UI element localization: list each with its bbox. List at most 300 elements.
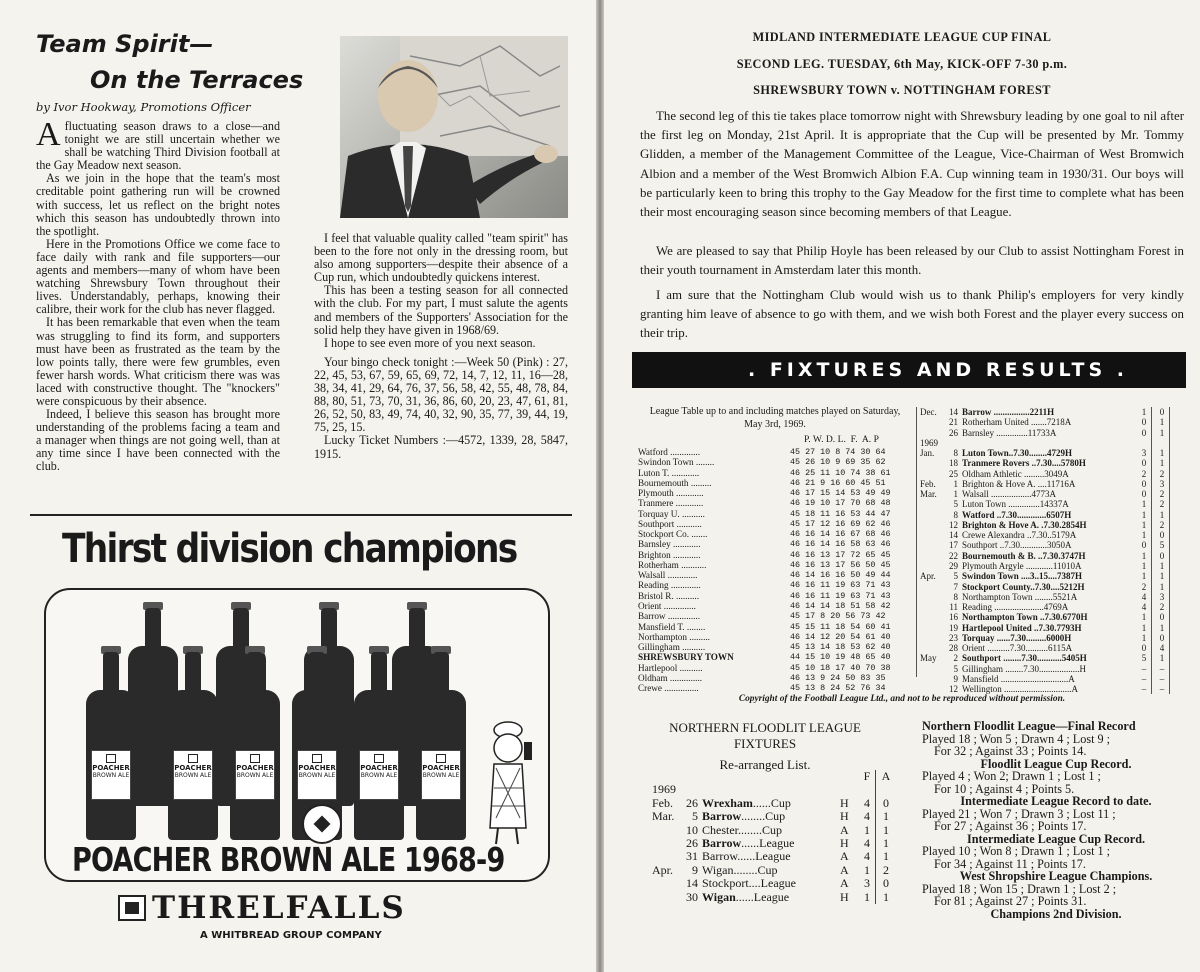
fixture-goals-against: – [1159, 663, 1165, 674]
lucky-ticket-numbers: Lucky Ticket Numbers :—4572, 1339, 28, 5847, 1915. [314, 433, 568, 461]
fixture-goals-against: 2 [1159, 519, 1165, 530]
score-divider [1169, 469, 1170, 479]
fixture-opponent: Northampton Town ........5521A [962, 591, 1078, 602]
team-name: Watford ............. [638, 447, 701, 457]
nfl-day: 14 [686, 876, 698, 891]
fixtures-banner [632, 352, 1186, 388]
fixture-goals-against: 0 [1159, 530, 1165, 541]
fixture-day: 14 [949, 407, 958, 417]
team-stats: 46 14 14 18 51 58 42 [790, 600, 891, 611]
article-paragraph: Here in the Promotions Office we come face to face daily with rank and file supporters—our agents and members—many of whom have been watching Shrewsbury Town throughout their lives. Understandably, perhaps, knowing their calibre, their work for the club has never flagged. [36, 236, 280, 317]
nfl-opponent-name: Wigan [702, 862, 734, 877]
article-column-1 [36, 116, 280, 474]
nfl-goals-against: 1 [883, 889, 889, 904]
fixture-goals-for: 1 [1141, 550, 1147, 561]
team-stats: 45 13 14 18 53 62 40 [790, 642, 891, 653]
team-stats: 45 18 11 16 53 44 47 [790, 508, 891, 519]
score-divider [1151, 674, 1152, 684]
article-paragraph [36, 116, 280, 173]
score-divider [875, 824, 876, 837]
fixture-goals-for: 0 [1141, 643, 1147, 654]
team-name: Hartlepool .......... [638, 662, 703, 673]
score-divider [1151, 571, 1152, 581]
nfl-venue: A [840, 849, 849, 864]
fixture-goals-against: 1 [1159, 427, 1165, 438]
fixture-goals-for: 5 [1141, 653, 1147, 664]
team-name: Walsall ............. [638, 570, 698, 581]
brewer-mark-icon [118, 895, 146, 921]
poacher-mascot-icon [484, 708, 538, 848]
fixture-opponent: Tranmere Rovers ..7.30....5780H [962, 458, 1086, 469]
bottle-image: POACHER BROWN ALE [292, 690, 342, 840]
fixture-month: May [920, 653, 937, 664]
score-divider [1151, 592, 1152, 602]
score-divider [1151, 448, 1152, 458]
fixture-day: 12 [949, 684, 958, 695]
team-stats: 46 25 11 10 74 38 61 [790, 467, 891, 478]
fixture-heading: SHREWSBURY TOWN v. NOTTINGHAM FOREST [753, 83, 1051, 97]
record-heading: Northern Floodlit League—Final Record [922, 719, 1136, 733]
fixture-opponent: Walsall ..................4773A [962, 489, 1057, 500]
nfl-opponent-name: Barrow [702, 809, 742, 824]
score-divider [1151, 428, 1152, 438]
bottle-image: POACHER BROWN ALE [230, 690, 280, 840]
score-divider [875, 850, 876, 863]
fixture-opponent: Southport ..7.30............3050A [962, 540, 1072, 551]
record-line: For 10 ; Against 4 ; Points 5. [934, 781, 1075, 796]
fixture-day: 14 [949, 530, 958, 541]
fixture-day: 28 [949, 643, 958, 654]
author-photo [340, 36, 568, 218]
fixture-month: Apr. [920, 571, 936, 582]
fixture-month: Jan. [920, 448, 935, 459]
score-divider [1169, 520, 1170, 530]
team-stats: 46 16 13 17 72 65 45 [790, 549, 891, 560]
fixture-day: 12 [949, 519, 958, 530]
score-divider [1169, 417, 1170, 427]
fixture-goals-against: 1 [1159, 653, 1165, 664]
nfl-opponent [702, 864, 778, 877]
record-heading: Champions 2nd Division. [990, 906, 1122, 921]
drop-cap: A [36, 116, 61, 153]
photo-illustration [340, 36, 568, 218]
nfl-venue: H [840, 809, 849, 824]
fixture-opponent: Wellington ..............................A [962, 684, 1079, 695]
nfl-day: 9 [692, 862, 698, 877]
fixture-month: Dec. [920, 407, 937, 417]
score-divider [1151, 602, 1152, 612]
score-divider [1169, 674, 1170, 684]
left-page [0, 0, 596, 972]
team-name: Mansfield T. ........ [638, 621, 706, 632]
score-divider [1151, 623, 1152, 633]
score-divider [875, 810, 876, 823]
nfl-goals-against: 1 [883, 809, 889, 824]
score-divider [1151, 551, 1152, 561]
score-divider [1169, 438, 1170, 448]
nfl-competition: ........Cup [741, 809, 786, 824]
article-paragraph: I hope to see even more of you next season. [324, 335, 536, 350]
score-divider [1169, 479, 1170, 489]
fixture-goals-for: 0 [1141, 458, 1147, 469]
score-divider [1151, 530, 1152, 540]
score-divider [1151, 684, 1152, 694]
nfl-goals-for: 1 [864, 889, 870, 904]
team-stats: 44 15 10 19 48 65 40 [790, 652, 891, 663]
fixture-opponent: Gillingham ........7.30..................H [962, 663, 1086, 674]
score-divider [1169, 540, 1170, 550]
score-divider [1169, 561, 1170, 571]
fixture-day: 5 [953, 499, 958, 510]
nfl-day: 10 [686, 822, 698, 837]
fixture-opponent: Bournemouth & B. ..7.30.3747H [962, 550, 1086, 561]
fixture-opponent: Torquay ......7.30.........6000H [962, 632, 1072, 643]
record-line: For 27 ; Against 36 ; Points 17. [934, 819, 1087, 833]
record-line: Played 10 ; Won 8 ; Drawn 1 ; Lost 1 ; [922, 844, 1111, 858]
fixture-day: 9 [953, 673, 958, 684]
fixture-goals-for: 1 [1141, 499, 1147, 510]
nfl-opponent [702, 810, 785, 823]
fixture-goals-against: 2 [1159, 602, 1165, 613]
score-divider [1169, 428, 1170, 438]
fixture-goals-against: 1 [1159, 571, 1165, 582]
score-divider [875, 877, 876, 890]
fixture-goals-against: 1 [1159, 622, 1165, 633]
fixture-goals-against: 1 [1159, 448, 1165, 459]
score-divider [1151, 664, 1152, 674]
fixture-day: 22 [949, 550, 958, 561]
team-name: Reading ............. [638, 580, 701, 591]
score-divider [1151, 479, 1152, 489]
cup-final-heading: MIDLAND INTERMEDIATE LEAGUE CUP FINAL [752, 30, 1052, 44]
team-stats: 46 14 16 16 50 49 44 [790, 570, 891, 581]
nfl-opponent-name: Wrexham [702, 795, 753, 810]
score-divider [1169, 499, 1170, 509]
nfl-col-f: F [863, 769, 871, 783]
fixture-day: 5 [953, 663, 958, 674]
fixture-day: 5 [953, 571, 958, 582]
nfl-goals-for: 3 [864, 876, 870, 891]
fixture-month: Feb. [920, 478, 936, 489]
fixture-goals-for: – [1141, 663, 1147, 674]
team-name: Luton T. ............ [638, 467, 700, 478]
team-stats: 45 13 8 24 52 76 34 [790, 683, 886, 694]
nfl-competition: ......League [741, 835, 795, 850]
fixture-goals-against: 0 [1159, 550, 1165, 561]
nfl-goals-for: 1 [864, 862, 870, 877]
advert-panel [44, 588, 550, 882]
fixture-goals-for: 3 [1141, 448, 1147, 459]
record-heading: West Shropshire League Champions. [959, 869, 1153, 883]
team-stats: 45 27 10 8 74 30 64 [790, 447, 886, 457]
fixture-goals-for: 2 [1141, 581, 1147, 592]
score-divider [1169, 571, 1170, 581]
nfl-goals-against: 0 [883, 795, 889, 810]
hoyle-text [640, 242, 1184, 280]
team-name: Northampton ......... [638, 631, 710, 642]
fixture-goals-for: 0 [1141, 489, 1147, 500]
score-divider [1169, 602, 1170, 612]
fixture-goals-for: – [1141, 673, 1147, 684]
score-divider [1151, 540, 1152, 550]
fixture-goals-for: 1 [1141, 622, 1147, 633]
fixture-opponent: Plymouth Argyle ............11010A [962, 560, 1082, 571]
score-divider [1169, 612, 1170, 622]
fixture-goals-against: 1 [1159, 458, 1165, 469]
fixture-goals-for: 0 [1141, 417, 1147, 428]
team-name: Gillingham .......... [638, 642, 706, 653]
fixture-goals-for: 1 [1141, 407, 1147, 417]
nfl-goals-against: 0 [883, 876, 889, 891]
nfl-goals-against: 1 [883, 822, 889, 837]
fixture-opponent: Oldham Athletic .........3049A [962, 468, 1069, 479]
score-divider [1151, 438, 1152, 448]
fixture-opponent: Crewe Alexandra ..7.30..5179A [962, 530, 1077, 541]
nfl-venue: A [840, 822, 849, 837]
divider [30, 514, 572, 516]
nfl-opponent [702, 824, 782, 837]
nfl-opponent-name: Chester [702, 822, 738, 837]
paragraph-text: fluctuating season draws to a close—and tonight we are still uncertain whether we shall be watching Third Division football at the Gay Meadow next season. [36, 119, 280, 173]
nfl-goals-against: 1 [883, 835, 889, 850]
fixture-goals-against: 1 [1159, 509, 1165, 520]
team-stats: 45 17 8 20 56 73 42 [790, 611, 886, 622]
fixture-day: 21 [949, 417, 958, 428]
nfl-title: NORTHERN FLOODLIT LEAGUE FIXTURES [669, 720, 861, 751]
fixture-opponent: Watford ..7.30.............6507H [962, 509, 1072, 520]
fixture-goals-for: 0 [1141, 540, 1147, 551]
fixture-day: 1 [953, 489, 958, 500]
nfl-col-a: A [881, 769, 891, 783]
nfl-competition: ........Cup [733, 862, 778, 877]
fixture-goals-for: 4 [1141, 591, 1147, 602]
fixture-day: 11 [949, 602, 958, 613]
team-stats: 46 14 12 20 54 61 40 [790, 631, 891, 642]
record-heading: Floodlit League Cup Record. [980, 756, 1132, 771]
fixture-opponent: Reading ......................4769A [962, 602, 1069, 613]
fixture-opponent: Southport ........7.30...........5405H [962, 653, 1087, 664]
score-divider [1151, 653, 1152, 663]
nfl-heading [640, 720, 890, 773]
fixture-goals-against: 0 [1159, 407, 1165, 417]
team-stats: 46 16 11 19 63 71 43 [790, 590, 891, 601]
article-title [36, 26, 303, 98]
nfl-day: 30 [686, 889, 698, 904]
fixture-day: 26 [949, 427, 958, 438]
record-heading: Intermediate League Cup Record. [966, 831, 1146, 846]
fixture-opponent: Northampton Town ..7.30.6770H [962, 612, 1088, 623]
article-paragraph: It has been remarkable that even when the team was struggling to find its form, and supporters must have been as frustrated as the team by the low points tally, there were few grumbles, even fewer harsh words. What criticism there was was laced with constructive thought. The "knockers" were conspicuous by their absence. [36, 315, 280, 408]
article-byline: by Ivor Hookway, Promotions Officer [36, 100, 251, 114]
team-stats: 46 16 11 19 63 71 43 [790, 580, 891, 591]
brewer-logo [118, 890, 406, 926]
team-stats: 45 15 11 18 54 60 41 [790, 621, 891, 632]
score-divider [1151, 417, 1152, 427]
nfl-opponent [702, 797, 791, 810]
score-divider [1151, 612, 1152, 622]
brewer-name: THRELFALLS [152, 890, 406, 926]
right-page [604, 0, 1200, 972]
record-line: Played 18 ; Won 5 ; Drawn 4 ; Lost 9 ; [922, 731, 1111, 746]
score-divider [875, 837, 876, 850]
bingo-numbers: Your bingo check tonight :—Week 50 (Pink) : 27, 22, 45, 53, 67, 59, 65, 69, 72, 14, 7, 12, 11, 16—28, 38, 34, 41, 29, 64, 76, 37, 56, 58, 42, 55, 48, 78, 84, 88, 80, 51, 73, 70, 31, 36, 86, 60, 20, 23, 47, 61, 81, 26, 52, 50, 83, 49, 74, 40, 32, 90, 35, 77, 39, 44, 19, 75, 25, 15. [314, 354, 568, 435]
nfl-opponent-name: Barrow [702, 849, 738, 864]
advert-headline: Thirst division champions [62, 526, 517, 572]
score-divider [1151, 407, 1152, 417]
nfl-opponent-name: Barrow [702, 835, 742, 850]
fixture-goals-against: 1 [1159, 581, 1165, 592]
copyright-note: Copyright of the Football League Ltd., and not to be reproduced without permission. [738, 694, 1066, 704]
team-name: Plymouth ............ [638, 488, 704, 499]
score-divider [1169, 643, 1170, 653]
fixture-goals-for: 1 [1141, 571, 1147, 582]
team-stats: 45 17 12 16 69 62 46 [790, 518, 891, 529]
nfl-opponent [702, 877, 796, 890]
football-icon [302, 804, 342, 844]
score-divider [1151, 643, 1152, 653]
nfl-opponent [702, 837, 794, 850]
team-name: Barrow .............. [638, 611, 701, 622]
score-divider [1169, 448, 1170, 458]
bottle-image: POACHER BROWN ALE [86, 690, 136, 840]
article-column-2 [314, 232, 568, 461]
body-paragraph: The second leg of this tie takes place tomorrow night with Shrewsbury leading by one goal to nil after the first leg on Monday, 21st April. It is appropriate that the Cup will be presented by Mr. Tommy Glidden, a member of the Management Committee of the League, Vice-Chairman of West Bromwich Albion and a member of the West Bromwich Albion F.A. Cup winning team in 1930/31. Our boys will be particularly keen to bring this trophy to the Gay Meadow for the first time to complete what has been their most encouraging season since becoming members of that League. [640, 109, 1184, 220]
record-line: For 81 ; Against 27 ; Points 31. [934, 894, 1087, 908]
score-divider [1169, 407, 1170, 417]
team-name: Bristol R. .......... [638, 590, 700, 601]
article-paragraph: As we join in the hope that the team's most creditable point gathering run will be crowned with success, let us reflect on the bright notes which this season has undoubtedly thrown into the spotlight. [36, 171, 280, 238]
fixture-goals-for: – [1141, 684, 1147, 695]
nfl-competition: ....League [748, 876, 796, 891]
article-paragraph: Indeed, I believe this season has brought more understanding of the problems facing a team and a manager when things are not going well, than at any time since I have been connected with the club. [36, 407, 280, 474]
score-divider [1169, 530, 1170, 540]
fixture-day: 23 [949, 632, 958, 643]
fixture-opponent: Barrow ................2211H [962, 407, 1055, 417]
fixture-goals-for: 1 [1141, 530, 1147, 541]
nfl-competition: ......Cup [752, 795, 791, 810]
team-stats: 46 13 9 24 50 83 35 [790, 672, 886, 683]
nfl-venue: H [840, 795, 849, 810]
nfl-day: 31 [686, 849, 698, 864]
nfl-venue: A [840, 876, 849, 891]
fixture-goals-against: 2 [1159, 499, 1165, 510]
nfl-venue: A [840, 862, 849, 877]
nfl-goals-for: 4 [864, 795, 870, 810]
team-name: Swindon Town ........ [638, 457, 715, 468]
nfl-goals-for: 4 [864, 835, 870, 850]
fixture-goals-against: 0 [1159, 632, 1165, 643]
fixture-day: 17 [949, 540, 958, 551]
body-paragraph: I am sure that the Nottingham Club would wish us to thank Philip's employers for very kindly granting him leave of absence to go with them, and we wish both Forest and the player every success on their trip. [640, 288, 1184, 341]
fixture-goals-for: 1 [1141, 632, 1147, 643]
nfl-competition: ......League [735, 889, 790, 904]
score-divider [1151, 561, 1152, 571]
fixture-day: 8 [953, 591, 958, 602]
fixture-goals-for: 0 [1141, 478, 1147, 489]
fixture-month: Mar. [920, 489, 937, 500]
nfl-opponent [702, 891, 789, 904]
record-line: For 34 ; Against 11 ; Points 17. [934, 856, 1086, 871]
article-paragraph: This has been a testing season for all connected with the club. For my part, I must salute the agents and members of the Supporters' Association for the solid help they have given in 1968/69. [314, 283, 568, 337]
fixture-goals-against: 3 [1159, 591, 1165, 602]
advert-slogan: POACHER BROWN ALE 1968-9 [72, 840, 505, 879]
team-name: Orient .............. [638, 600, 696, 611]
team-stats: 46 21 9 16 60 45 51 [790, 477, 886, 488]
team-name: Oldham .............. [638, 672, 703, 683]
fixture-day: 16 [949, 612, 958, 623]
team-stats: 46 19 10 17 70 68 48 [790, 498, 891, 509]
fixture-opponent: Barnsley ..............11733A [962, 427, 1057, 438]
team-name: Tranmere ............ [638, 498, 704, 509]
fixture-opponent: Brighton & Hove A. .7.30.2854H [962, 519, 1087, 530]
fixture-opponent: Mansfield ..............................A [962, 673, 1075, 684]
score-divider [1151, 633, 1152, 643]
fixture-opponent: Orient ..........7.30..........6115A [962, 643, 1073, 654]
score-divider [1169, 510, 1170, 520]
fixture-opponent: Luton Town..7.30........4729H [962, 448, 1073, 459]
fixture-day: 18 [949, 458, 958, 469]
fixture-day: 29 [949, 560, 958, 571]
fixture-goals-for: 4 [1141, 602, 1147, 613]
nfl-competition: ......League [737, 849, 791, 864]
fixture-day: 8 [953, 509, 958, 520]
record-line: Played 18 ; Won 15 ; Drawn 1 ; Lost 2 ; [922, 881, 1117, 896]
team-name: SHREWSBURY TOWN [638, 652, 734, 663]
fixture-day: 8 [953, 448, 958, 459]
fixture-day: 1 [953, 478, 958, 489]
score-divider [1151, 458, 1152, 468]
score-divider [1169, 633, 1170, 643]
thanks-text [640, 286, 1184, 344]
score-divider [875, 891, 876, 904]
fixture-goals-against: – [1159, 684, 1165, 695]
nfl-subtitle: Re-arranged List. [719, 757, 811, 772]
score-divider [1169, 623, 1170, 633]
fixture-goals-against: 5 [1159, 540, 1165, 551]
score-divider [1169, 551, 1170, 561]
records-panel [922, 720, 1190, 920]
fixture-goals-against: – [1159, 673, 1165, 684]
fixture-goals-for: 1 [1141, 560, 1147, 571]
team-name: Barnsley ............ [638, 539, 701, 550]
nfl-venue: H [840, 889, 849, 904]
nfl-month: Mar. [652, 809, 675, 824]
nfl-goals-for: 4 [864, 809, 870, 824]
fixture-day: 7 [953, 581, 958, 592]
fixture-month: 1969 [920, 437, 938, 448]
score-divider [1151, 499, 1152, 509]
team-name: Rotherham ........... [638, 559, 707, 570]
cup-final-text [640, 107, 1184, 222]
nfl-month: Apr. [652, 862, 673, 877]
body-paragraph: We are pleased to say that Philip Hoyle has been released by our Club to assist Nottingham Forest in their youth tournament in Amsterdam later this month. [640, 244, 1184, 278]
bottle-image: POACHER BROWN ALE [354, 690, 404, 840]
fixture-goals-against: 1 [1159, 417, 1165, 428]
score-divider [1151, 489, 1152, 499]
nfl-day: 5 [692, 809, 698, 824]
score-divider [1151, 582, 1152, 592]
fixture-opponent: Swindon Town ....3..15....7387H [962, 571, 1083, 582]
score-divider [1169, 684, 1170, 694]
score-divider [875, 783, 876, 796]
column-divider [916, 407, 917, 677]
nfl-month: 1969 [652, 782, 676, 797]
record-line: Played 4 ; Won 2; Drawn 1 ; Lost 1 ; [922, 769, 1101, 783]
nfl-goals-against: 1 [883, 849, 889, 864]
article-title-line2: On the Terraces [90, 66, 304, 94]
nfl-month: Feb. [652, 795, 673, 810]
nfl-goals-for: 4 [864, 849, 870, 864]
